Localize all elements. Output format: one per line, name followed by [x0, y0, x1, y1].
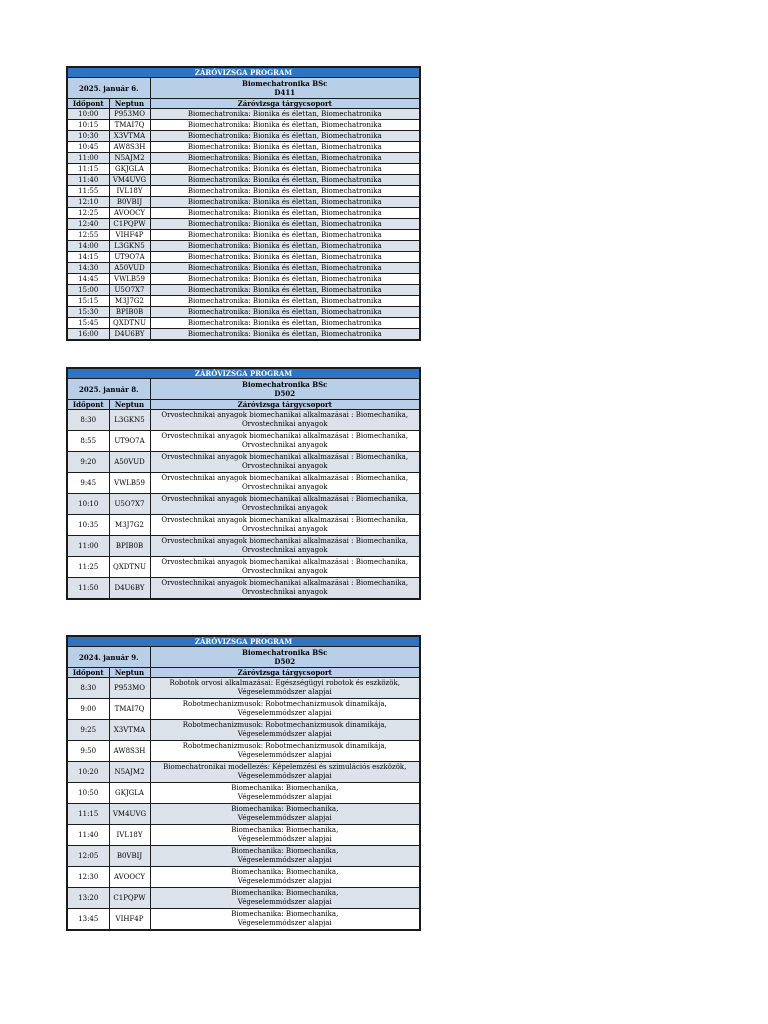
cell-subject [150, 578, 420, 600]
subject-line-1: Biomechanika: Biomechanika, [231, 826, 339, 834]
subject-line-1: Orvostechnikai anyagok biomechanikai alkalmazásai : Biomechanika, [161, 411, 409, 419]
subject-line-1: Biomechanika: Biomechanika, [231, 847, 339, 855]
cell-neptun: C1PQPW [109, 888, 150, 909]
program-room [150, 78, 420, 99]
table-row [67, 867, 420, 888]
cell-time: 12:10 [67, 197, 109, 208]
table-row [67, 197, 420, 208]
table-row [67, 219, 420, 230]
cell-time: 8:30 [67, 410, 109, 431]
cell-neptun: VM4UVG [109, 804, 150, 825]
cell-neptun: L3GKN5 [109, 410, 150, 431]
cell-neptun: P953MO [109, 678, 150, 699]
subject-line-2: Végeselemmódszer alapjai [237, 856, 332, 864]
table-row [67, 452, 420, 473]
table-row [67, 846, 420, 867]
subject-line-2: Végeselemmódszer alapjai [237, 814, 332, 822]
cell-subject [150, 846, 420, 867]
cell-time: 11:25 [67, 557, 109, 578]
cell-time: 12:30 [67, 867, 109, 888]
cell-subject: Biomechatronika: Bionika és élettan, Biomechatronika [150, 175, 420, 186]
subject-line-1: Orvostechnikai anyagok biomechanikai alkalmazásai : Biomechanika, [161, 579, 409, 587]
cell-neptun: U5O7X7 [109, 285, 150, 296]
cell-subject: Biomechatronika: Bionika és élettan, Biomechatronika [150, 296, 420, 307]
subject-line-1: Orvostechnikai anyagok biomechanikai alkalmazásai : Biomechanika, [161, 516, 409, 524]
cell-subject [150, 431, 420, 452]
cell-time: 9:20 [67, 452, 109, 473]
program-name: Biomechatronika BSc [242, 380, 328, 389]
cell-neptun: D4U6BY [109, 329, 150, 341]
cell-subject [150, 410, 420, 431]
table-row [67, 164, 420, 175]
cell-neptun: M3J7G2 [109, 515, 150, 536]
cell-neptun: P953MO [109, 109, 150, 120]
cell-time: 9:45 [67, 473, 109, 494]
program-title: ZÁRÓVIZSGA PROGRAM [67, 368, 420, 379]
cell-time: 12:05 [67, 846, 109, 867]
exam-date: 2025. január 6. [67, 78, 150, 99]
cell-time: 10:45 [67, 142, 109, 153]
subject-line-2: Orvostechnikai anyagok [241, 525, 328, 533]
subject-line-1: Orvostechnikai anyagok biomechanikai alkalmazásai : Biomechanika, [161, 453, 409, 461]
cell-time: 9:50 [67, 741, 109, 762]
cell-time: 10:15 [67, 120, 109, 131]
cell-subject: Biomechatronika: Bionika és élettan, Biomechatronika [150, 329, 420, 341]
exam-schedule-2 [66, 367, 421, 600]
schedule-table [66, 367, 421, 600]
cell-time: 14:00 [67, 241, 109, 252]
subject-line-2: Végeselemmódszer alapjai [237, 688, 332, 696]
cell-neptun: IVL18Y [109, 186, 150, 197]
cell-time: 11:00 [67, 536, 109, 557]
cell-time: 12:25 [67, 208, 109, 219]
subject-line-2: Végeselemmódszer alapjai [237, 709, 332, 717]
cell-neptun: A50VUD [109, 452, 150, 473]
subject-line-1: Orvostechnikai anyagok biomechanikai alkalmazásai : Biomechanika, [161, 537, 409, 545]
room: D411 [274, 88, 296, 97]
room: D502 [274, 389, 296, 398]
cell-subject: Biomechatronika: Bionika és élettan, Biomechatronika [150, 109, 420, 120]
subject-line-1: Orvostechnikai anyagok biomechanikai alkalmazásai : Biomechanika, [161, 558, 409, 566]
col-header-subject: Záróvizsga tárgycsoport [150, 99, 420, 109]
cell-subject: Biomechatronika: Bionika és élettan, Biomechatronika [150, 230, 420, 241]
cell-neptun: AVOOCY [109, 867, 150, 888]
cell-time: 11:40 [67, 825, 109, 846]
schedule-table [66, 66, 421, 341]
cell-time: 9:00 [67, 699, 109, 720]
table-row [67, 307, 420, 318]
cell-time: 13:45 [67, 909, 109, 931]
cell-subject [150, 473, 420, 494]
cell-subject: Biomechatronika: Bionika és élettan, Biomechatronika [150, 263, 420, 274]
exam-date: 2025. január 8. [67, 379, 150, 400]
subject-line-2: Végeselemmódszer alapjai [237, 919, 332, 927]
cell-subject [150, 825, 420, 846]
exam-schedule-1 [66, 66, 421, 341]
subject-line-2: Orvostechnikai anyagok [241, 588, 328, 596]
subject-line-2: Orvostechnikai anyagok [241, 420, 328, 428]
subject-line-1: Orvostechnikai anyagok biomechanikai alkalmazásai : Biomechanika, [161, 432, 409, 440]
subject-line-2: Orvostechnikai anyagok [241, 546, 328, 554]
table-row [67, 296, 420, 307]
subject-line-2: Végeselemmódszer alapjai [237, 793, 332, 801]
cell-subject: Biomechatronika: Bionika és élettan, Biomechatronika [150, 285, 420, 296]
table-row [67, 699, 420, 720]
cell-time: 15:15 [67, 296, 109, 307]
subject-line-1: Biomechatronikai modellezés: Képelemzési és szimulációs eszközök, [163, 763, 407, 771]
table-row [67, 252, 420, 263]
table-row [67, 318, 420, 329]
program-title: ZÁRÓVIZSGA PROGRAM [67, 67, 420, 78]
cell-subject [150, 515, 420, 536]
cell-subject: Biomechatronika: Bionika és élettan, Biomechatronika [150, 153, 420, 164]
cell-subject: Biomechatronika: Bionika és élettan, Biomechatronika [150, 219, 420, 230]
cell-subject [150, 557, 420, 578]
cell-time: 14:45 [67, 274, 109, 285]
col-header-time: Időpont [67, 99, 109, 109]
cell-subject [150, 741, 420, 762]
cell-neptun: VWLB59 [109, 473, 150, 494]
table-row [67, 473, 420, 494]
subject-line-2: Végeselemmódszer alapjai [237, 835, 332, 843]
cell-neptun: IVL18Y [109, 825, 150, 846]
cell-neptun: C1PQPW [109, 219, 150, 230]
cell-subject: Biomechatronika: Bionika és élettan, Biomechatronika [150, 131, 420, 142]
col-header-subject: Záróvizsga tárgycsoport [150, 668, 420, 678]
program-room [150, 379, 420, 400]
cell-time: 11:00 [67, 153, 109, 164]
cell-time: 15:45 [67, 318, 109, 329]
subject-line-2: Végeselemmódszer alapjai [237, 898, 332, 906]
cell-neptun: X3VTMA [109, 720, 150, 741]
subject-line-2: Végeselemmódszer alapjai [237, 877, 332, 885]
table-row [67, 263, 420, 274]
table-row [67, 720, 420, 741]
table-row [67, 120, 420, 131]
col-header-subject: Záróvizsga tárgycsoport [150, 400, 420, 410]
table-row [67, 142, 420, 153]
table-row [67, 285, 420, 296]
cell-time: 8:30 [67, 678, 109, 699]
program-name: Biomechatronika BSc [242, 79, 328, 88]
cell-time: 10:00 [67, 109, 109, 120]
cell-neptun: M3J7G2 [109, 296, 150, 307]
subject-line-2: Végeselemmódszer alapjai [237, 730, 332, 738]
table-row [67, 741, 420, 762]
cell-neptun: D4U6BY [109, 578, 150, 600]
table-row [67, 208, 420, 219]
cell-neptun: GKJGLA [109, 164, 150, 175]
cell-time: 10:10 [67, 494, 109, 515]
program-room [150, 647, 420, 668]
table-row [67, 762, 420, 783]
cell-time: 15:30 [67, 307, 109, 318]
cell-neptun: A50VUD [109, 263, 150, 274]
schedule-table [66, 635, 421, 931]
table-row [67, 557, 420, 578]
cell-subject: Biomechatronika: Bionika és élettan, Biomechatronika [150, 164, 420, 175]
cell-subject [150, 678, 420, 699]
cell-time: 16:00 [67, 329, 109, 341]
cell-neptun: X3VTMA [109, 131, 150, 142]
subject-line-1: Biomechanika: Biomechanika, [231, 910, 339, 918]
cell-subject [150, 762, 420, 783]
cell-time: 11:50 [67, 578, 109, 600]
cell-neptun: VM4UVG [109, 175, 150, 186]
col-header-time: Időpont [67, 668, 109, 678]
subject-line-1: Orvostechnikai anyagok biomechanikai alkalmazásai : Biomechanika, [161, 474, 409, 482]
exam-schedule-3 [66, 635, 421, 931]
cell-time: 9:25 [67, 720, 109, 741]
cell-time: 11:15 [67, 804, 109, 825]
cell-neptun: L3GKN5 [109, 241, 150, 252]
subject-line-2: Végeselemmódszer alapjai [237, 751, 332, 759]
subject-line-2: Orvostechnikai anyagok [241, 483, 328, 491]
cell-subject: Biomechatronika: Bionika és élettan, Biomechatronika [150, 252, 420, 263]
cell-neptun: AVOOCY [109, 208, 150, 219]
cell-subject: Biomechatronika: Bionika és élettan, Biomechatronika [150, 142, 420, 153]
subject-line-1: Biomechanika: Biomechanika, [231, 868, 339, 876]
cell-neptun: AW8S3H [109, 741, 150, 762]
cell-neptun: BPIB0B [109, 536, 150, 557]
table-row [67, 230, 420, 241]
subject-line-1: Robotmechanizmusok: Robotmechanizmusok dinamikája, [182, 700, 387, 708]
room: D502 [274, 657, 296, 666]
cell-neptun: BPIB0B [109, 307, 150, 318]
table-row [67, 329, 420, 341]
table-row [67, 804, 420, 825]
cell-subject: Biomechatronika: Bionika és élettan, Biomechatronika [150, 241, 420, 252]
cell-subject [150, 536, 420, 557]
col-header-neptun: Neptun [109, 99, 150, 109]
table-row [67, 109, 420, 120]
table-row [67, 678, 420, 699]
cell-time: 12:55 [67, 230, 109, 241]
cell-neptun: TMAI7Q [109, 120, 150, 131]
cell-time: 10:35 [67, 515, 109, 536]
table-row [67, 536, 420, 557]
subject-line-1: Biomechanika: Biomechanika, [231, 805, 339, 813]
table-row [67, 909, 420, 931]
program-name: Biomechatronika BSc [242, 648, 328, 657]
cell-neptun: VIHF4P [109, 909, 150, 931]
cell-time: 11:40 [67, 175, 109, 186]
cell-subject [150, 699, 420, 720]
cell-neptun: TMAI7Q [109, 699, 150, 720]
table-row [67, 515, 420, 536]
col-header-neptun: Neptun [109, 400, 150, 410]
table-row [67, 783, 420, 804]
cell-subject: Biomechatronika: Bionika és élettan, Biomechatronika [150, 208, 420, 219]
table-row [67, 131, 420, 142]
table-row [67, 175, 420, 186]
cell-subject [150, 720, 420, 741]
table-row [67, 888, 420, 909]
cell-time: 14:30 [67, 263, 109, 274]
col-header-neptun: Neptun [109, 668, 150, 678]
cell-neptun: B0VBIJ [109, 846, 150, 867]
cell-time: 10:50 [67, 783, 109, 804]
subject-line-1: Biomechanika: Biomechanika, [231, 784, 339, 792]
cell-subject [150, 783, 420, 804]
cell-subject [150, 888, 420, 909]
table-row [67, 241, 420, 252]
cell-time: 15:00 [67, 285, 109, 296]
cell-subject [150, 494, 420, 515]
subject-line-1: Robotmechanizmusok: Robotmechanizmusok dinamikája, [182, 742, 387, 750]
subject-line-2: Végeselemmódszer alapjai [237, 772, 332, 780]
cell-neptun: N5AJM2 [109, 153, 150, 164]
cell-time: 13:20 [67, 888, 109, 909]
table-row [67, 274, 420, 285]
cell-neptun: VWLB59 [109, 274, 150, 285]
subject-line-2: Orvostechnikai anyagok [241, 462, 328, 470]
cell-neptun: UT9O7A [109, 252, 150, 263]
cell-subject [150, 804, 420, 825]
cell-subject: Biomechatronika: Bionika és élettan, Biomechatronika [150, 318, 420, 329]
table-row [67, 494, 420, 515]
cell-neptun: QXDTNU [109, 557, 150, 578]
cell-subject: Biomechatronika: Bionika és élettan, Biomechatronika [150, 197, 420, 208]
subject-line-1: Biomechanika: Biomechanika, [231, 889, 339, 897]
cell-time: 10:20 [67, 762, 109, 783]
cell-subject: Biomechatronika: Bionika és élettan, Biomechatronika [150, 307, 420, 318]
table-row [67, 825, 420, 846]
cell-neptun: QXDTNU [109, 318, 150, 329]
cell-subject [150, 909, 420, 931]
cell-time: 11:15 [67, 164, 109, 175]
cell-neptun: B0VBIJ [109, 197, 150, 208]
cell-neptun: GKJGLA [109, 783, 150, 804]
table-row [67, 153, 420, 164]
subject-line-2: Orvostechnikai anyagok [241, 567, 328, 575]
exam-date: 2024. január 9. [67, 647, 150, 668]
cell-subject: Biomechatronika: Bionika és élettan, Biomechatronika [150, 120, 420, 131]
cell-subject: Biomechatronika: Bionika és élettan, Biomechatronika [150, 186, 420, 197]
table-row [67, 578, 420, 600]
subject-line-2: Orvostechnikai anyagok [241, 441, 328, 449]
cell-subject: Biomechatronika: Bionika és élettan, Biomechatronika [150, 274, 420, 285]
cell-time: 11:55 [67, 186, 109, 197]
cell-neptun: U5O7X7 [109, 494, 150, 515]
cell-neptun: VIHF4P [109, 230, 150, 241]
subject-line-1: Robotok orvosi alkalmazásai: Egészségügyi robotok és eszközök, [169, 679, 400, 687]
cell-subject [150, 452, 420, 473]
subject-line-2: Orvostechnikai anyagok [241, 504, 328, 512]
cell-time: 14:15 [67, 252, 109, 263]
cell-neptun: UT9O7A [109, 431, 150, 452]
subject-line-1: Orvostechnikai anyagok biomechanikai alkalmazásai : Biomechanika, [161, 495, 409, 503]
col-header-time: Időpont [67, 400, 109, 410]
cell-neptun: AW8S3H [109, 142, 150, 153]
cell-subject [150, 867, 420, 888]
table-row [67, 431, 420, 452]
cell-neptun: N5AJM2 [109, 762, 150, 783]
table-row [67, 186, 420, 197]
program-title: ZÁRÓVIZSGA PROGRAM [67, 636, 420, 647]
subject-line-1: Robotmechanizmusok: Robotmechanizmusok dinamikája, [182, 721, 387, 729]
cell-time: 12:40 [67, 219, 109, 230]
table-row [67, 410, 420, 431]
cell-time: 8:55 [67, 431, 109, 452]
cell-time: 10:30 [67, 131, 109, 142]
